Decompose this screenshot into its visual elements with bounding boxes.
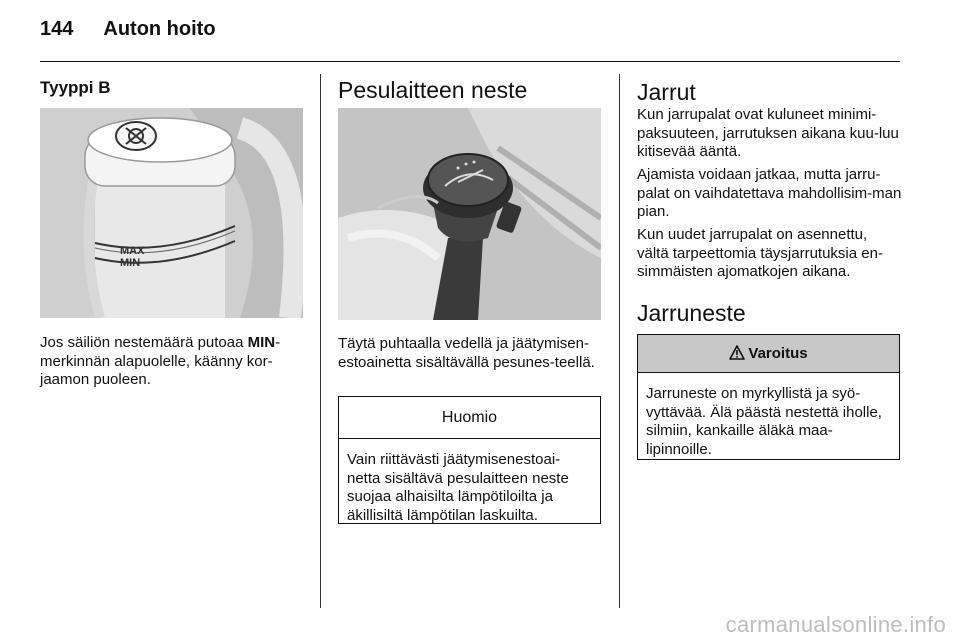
para-text: Jos säiliön nestemäärä putoaa bbox=[40, 334, 248, 351]
brakes-para-1: Kun jarrupalat ovat kuluneet minimi-paksuuteen, jarrutuksen aikana kuu-luu kitisevää ääntä. bbox=[637, 106, 899, 160]
washer-instruction: Täytä puhtaalla vedellä ja jäätymisen-estoainetta sisältävällä pesunes-teellä. bbox=[338, 335, 595, 371]
washer-fluid-image bbox=[338, 108, 601, 320]
warning-header bbox=[638, 335, 899, 373]
brake-fluid-reservoir-image bbox=[40, 108, 303, 318]
reservoir-instruction bbox=[40, 334, 303, 390]
reservoir-illustration bbox=[40, 108, 303, 318]
warning-body: Jarruneste on myrkyllistä ja syö-vyttävää. Älä päästä nestettä iholle, silmiin, kankaille äläkä maa-lipinnoille. bbox=[646, 385, 882, 458]
para-text: -merkinnän alapuolelle, käänny kor-jaamon puoleen. bbox=[40, 334, 281, 388]
min-label: MIN bbox=[120, 257, 141, 269]
note-box bbox=[338, 396, 601, 524]
header-rule bbox=[40, 61, 900, 62]
washer-illustration bbox=[338, 108, 601, 320]
brakes-para-2: Ajamista voidaan jatkaa, mutta jarru-palat on vaihdatettava mahdollisim-man pian. bbox=[637, 166, 902, 220]
brakes-para-3: Kun uudet jarrupalat on asennettu, vältä tarpeettomia täysjarrutuksia en-simmäisten ajomatkojen aikana. bbox=[637, 226, 883, 280]
max-label: MAX bbox=[120, 245, 145, 257]
chapter-title: Auton hoito bbox=[103, 18, 216, 40]
column-divider-2 bbox=[619, 74, 620, 608]
page-header bbox=[40, 18, 216, 41]
warning-title: Varoitus bbox=[748, 345, 808, 362]
note-title: Huomio bbox=[339, 397, 600, 439]
page-number: 144 bbox=[40, 18, 74, 40]
column-divider-1 bbox=[320, 74, 321, 608]
heading-brakes: Jarrut bbox=[637, 79, 696, 105]
warning-box bbox=[637, 334, 900, 460]
note-body: Vain riittävästi jäätymisenestoai-netta sisältävä pesulaitteen neste suojaa alhaisilta lämpötiloilta ja äkillisiltä lämpötilan laskuilta. bbox=[347, 451, 569, 524]
warning-triangle-icon bbox=[729, 345, 745, 360]
watermark: carmanualsonline.info bbox=[725, 612, 946, 637]
subheading-type-b: Tyyppi B bbox=[40, 78, 111, 97]
min-emphasis: MIN bbox=[247, 334, 276, 351]
heading-washer-fluid: Pesulaitteen neste bbox=[338, 77, 528, 103]
heading-brake-fluid: Jarruneste bbox=[637, 300, 746, 326]
